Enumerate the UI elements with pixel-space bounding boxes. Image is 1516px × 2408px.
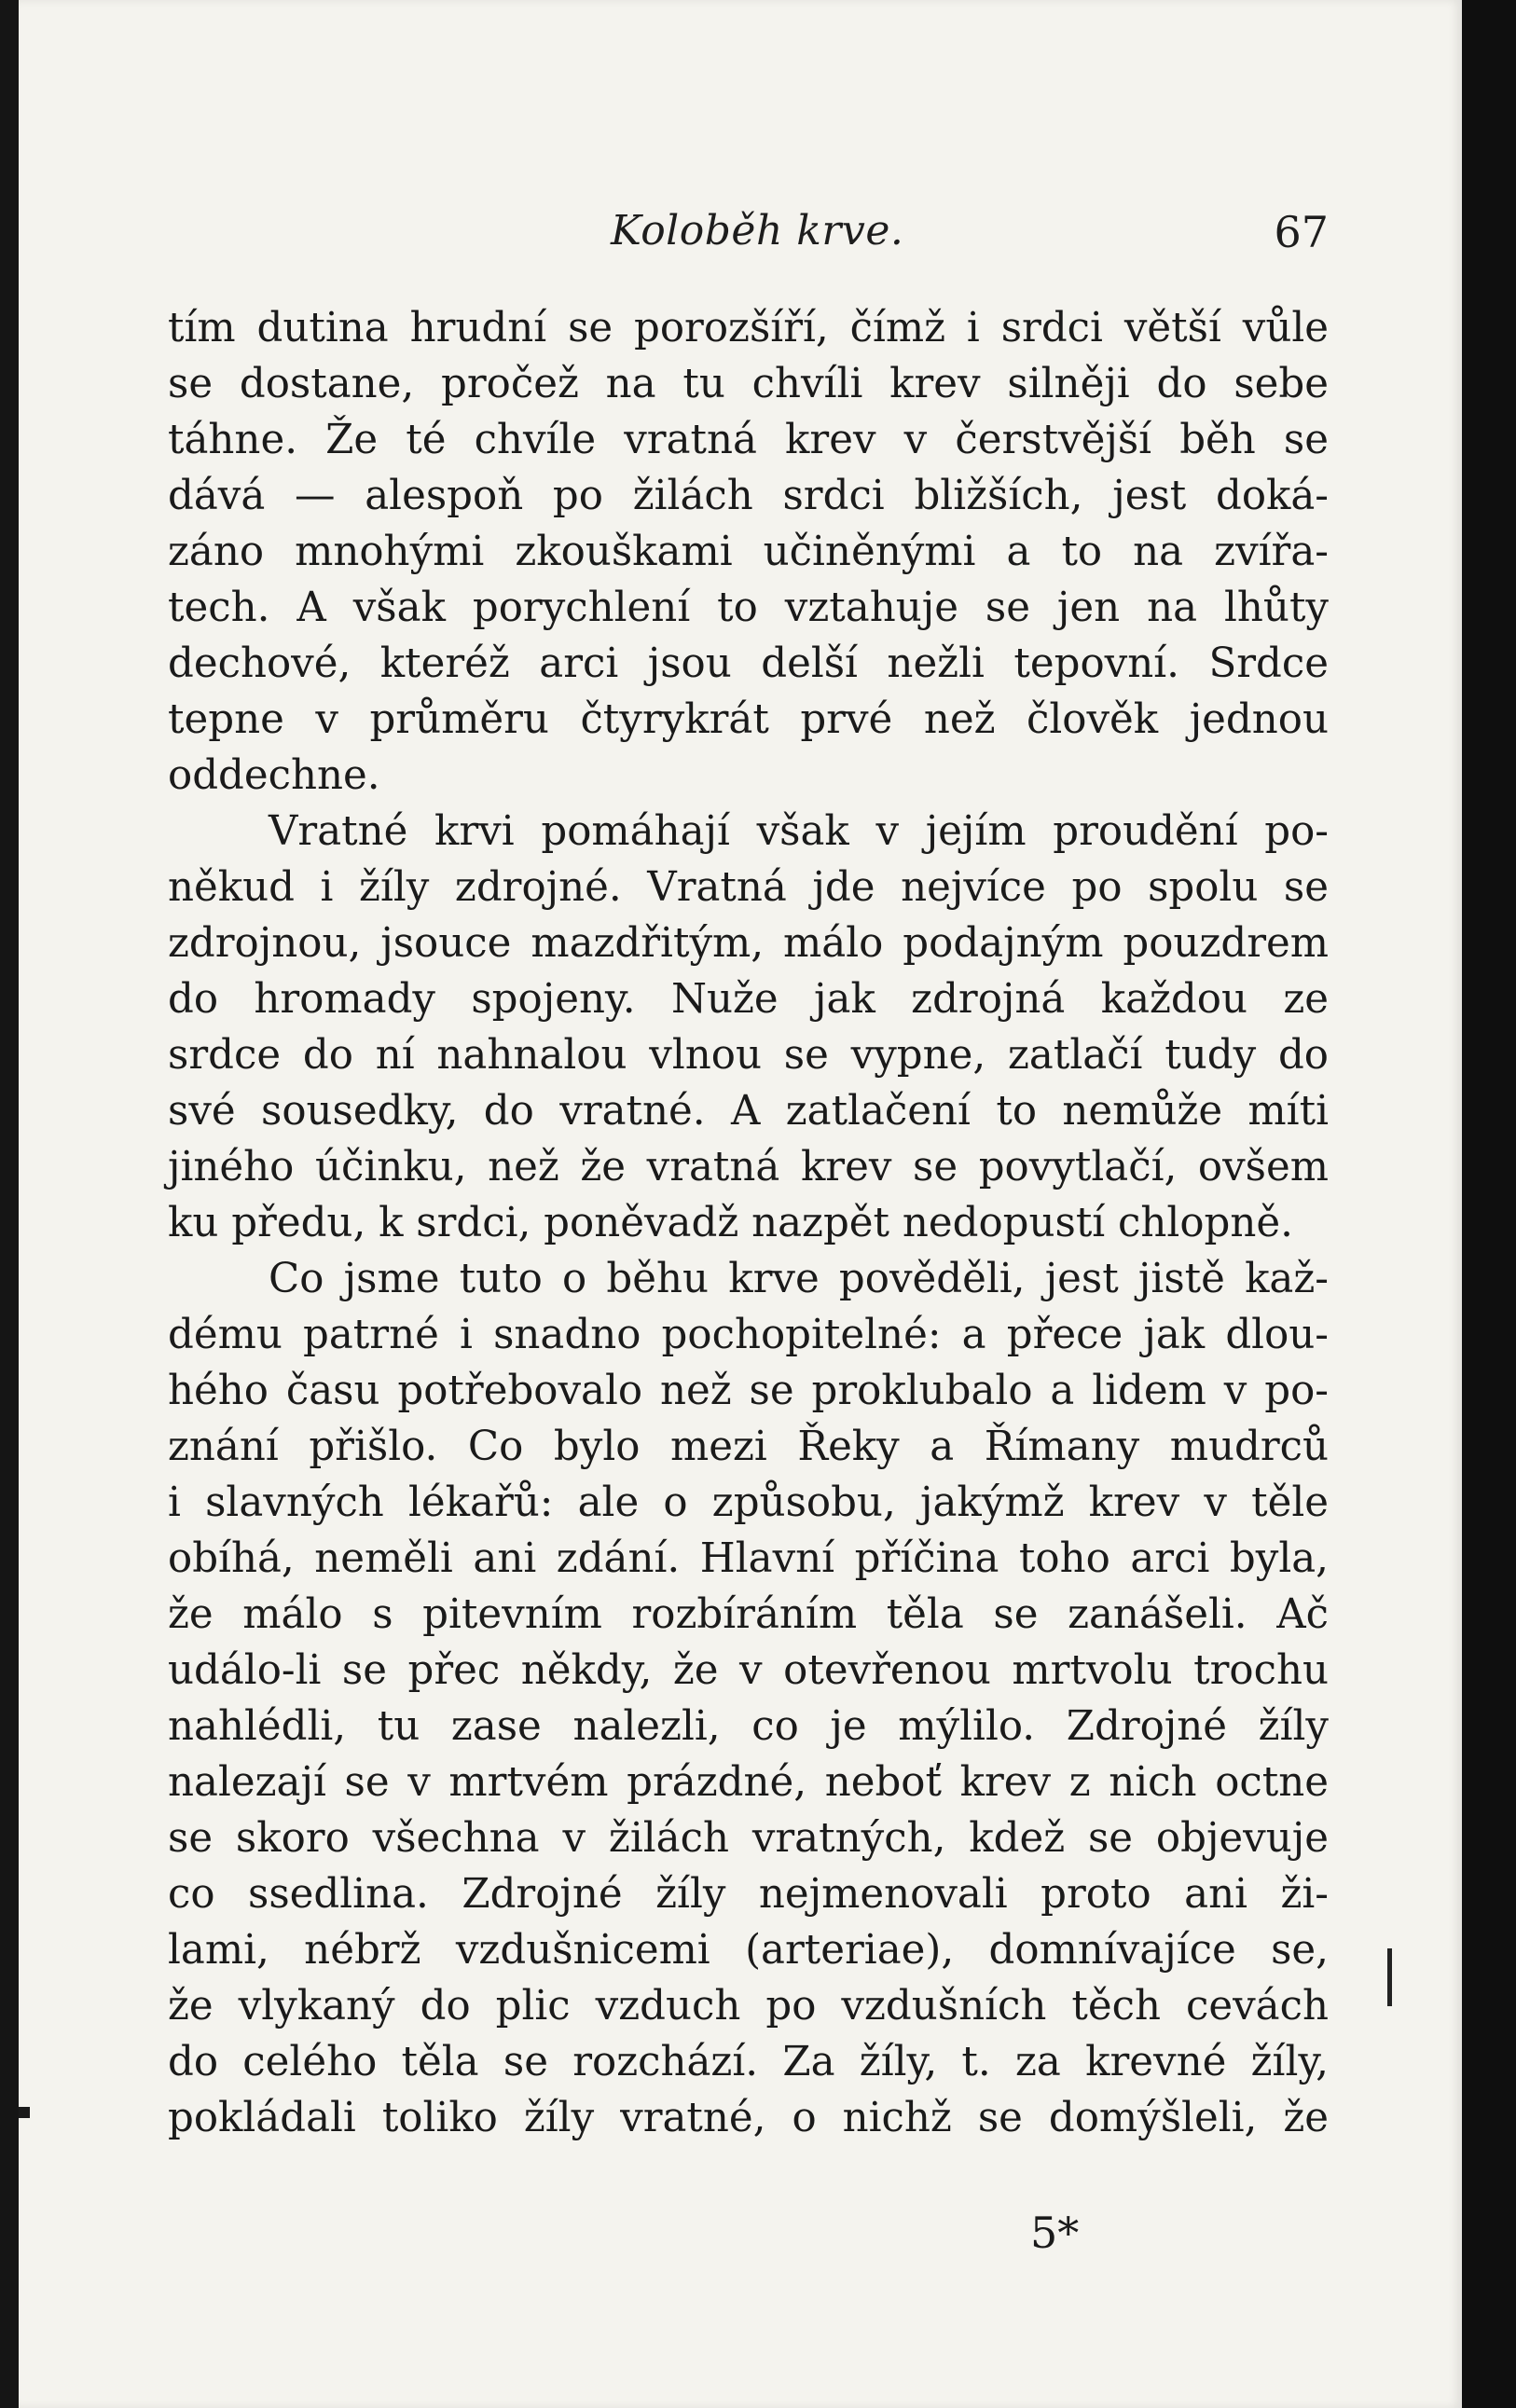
- text-line: nahlédli, tu zase nalezli, co je mýlilo. Zdrojné žíly: [168, 1703, 1329, 1750]
- running-title: Koloběh krve.: [611, 207, 904, 255]
- text-line: že vlykaný do plic vzduch po vzdušních těch cevách: [168, 1983, 1329, 2030]
- text-line: obíhá, neměli ani zdání. Hlavní příčina toho arci byla,: [168, 1535, 1329, 1582]
- text-line: své sousedky, do vratné. A zatlačení to nemůže míti: [168, 1088, 1329, 1135]
- text-line: tepne v průměru čtyrykrát prvé než člověk jednou: [168, 696, 1329, 743]
- text-line: co ssedlina. Zdrojné žíly nejmenovali proto ani ži-: [168, 1871, 1329, 1918]
- text-line: tím dutina hrudní se porozšíří, čímž i srdci větší vůle: [168, 305, 1329, 351]
- page-number: 67: [1274, 207, 1329, 257]
- scan-artifact: [19, 2107, 30, 2118]
- text-line: se dostane, pročež na tu chvíli krev silněji do sebe: [168, 361, 1329, 407]
- text-line: Vratné krvi pomáhají však v jejím proudění po-: [269, 808, 1329, 855]
- text-line: do celého těla se rozchází. Za žíly, t. za krevné žíly,: [168, 2039, 1329, 2085]
- text-line: srdce do ní nahnalou vlnou se vypne, zatlačí tudy do: [168, 1032, 1329, 1079]
- text-line: tech. A však porychlení to vztahuje se jen na lhůty: [168, 585, 1329, 631]
- text-line: pokládali toliko žíly vratné, o nichž se domýšleli, že: [168, 2095, 1329, 2141]
- text-line: dechové, kteréž arci jsou delší nežli tepovní. Srdce: [168, 640, 1329, 687]
- text-line: lami, nébrž vzdušnicemi (arteriae), domnívajíce se,: [168, 1927, 1329, 1974]
- text-line: zdrojnou, jsouce mazdřitým, málo podajným pouzdrem: [168, 920, 1329, 967]
- margin-mark: [1387, 1948, 1392, 2006]
- text-line: dému patrné i snadno pochopitelné: a přece jak dlou-: [168, 1312, 1329, 1358]
- signature-mark: 5*: [1030, 2208, 1080, 2258]
- text-line: dává — alespoň po žilách srdci bližších, jest doká-: [168, 473, 1329, 519]
- text-line: i slavných lékařů: ale o způsobu, jakýmž krev v těle: [168, 1479, 1329, 1526]
- text-line: jiného účinku, než že vratná krev se povytlačí, ovšem: [168, 1144, 1329, 1190]
- text-line: Co jsme tuto o běhu krve pověděli, jest jistě kaž-: [269, 1256, 1329, 1302]
- text-line: do hromady spojeny. Nuže jak zdrojná každou ze: [168, 976, 1329, 1023]
- text-line: někud i žíly zdrojné. Vratná jde nejvíce po spolu se: [168, 864, 1329, 911]
- text-line: že málo s pitevním rozbíráním těla se zanášeli. Ač: [168, 1591, 1329, 1638]
- text-line: událo-li se přec někdy, že v otevřenou mrtvolu trochu: [168, 1647, 1329, 1694]
- text-line: záno mnohými zkouškami učiněnými a to na zvířa-: [168, 529, 1329, 575]
- text-line: se skoro všechna v žilách vratných, kdež se objevuje: [168, 1815, 1329, 1862]
- text-line: oddechne.: [168, 752, 380, 799]
- page-header: [168, 207, 1329, 263]
- body-text: [168, 300, 1329, 2146]
- text-line: táhne. Že té chvíle vratná krev v čerstvější běh se: [168, 417, 1329, 463]
- text-line: znání přišlo. Co bylo mezi Řeky a Římany mudrců: [168, 1424, 1329, 1470]
- scan-left-border: [0, 0, 19, 2408]
- text-line: hého času potřebovalo než se proklubalo a lidem v po-: [168, 1368, 1329, 1414]
- text-line: nalezají se v mrtvém prázdné, neboť krev z nich octne: [168, 1759, 1329, 1806]
- text-line: ku předu, k srdci, poněvadž nazpět nedopustí chlopně.: [168, 1200, 1293, 1246]
